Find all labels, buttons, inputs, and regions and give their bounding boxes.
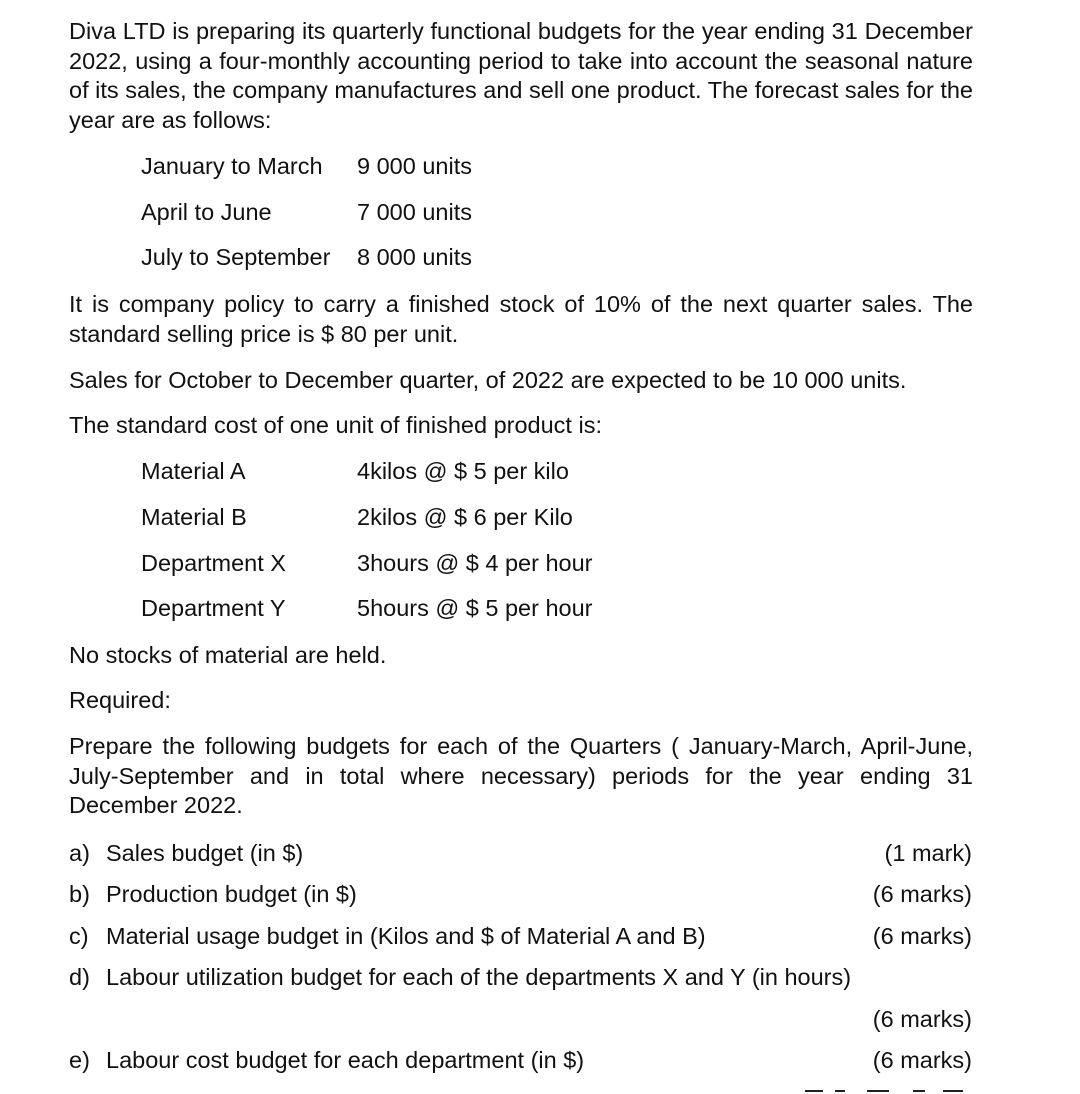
policy-paragraph: It is company policy to carry a finished stock of 10% of the next quarter sales. The standard selling price is $ 80 per unit. <box>69 291 973 347</box>
requirement-letter: b) <box>69 881 90 907</box>
q4-sales-line: Sales for October to December quarter, of 2022 are expected to be 10 000 units. <box>69 367 907 393</box>
forecast-units: 9 000 units <box>357 153 472 179</box>
requirement-letter: e) <box>69 1047 90 1073</box>
cost-rate: 2kilos @ $ 6 per Kilo <box>357 504 573 530</box>
requirement-marks: (6 marks) <box>872 1047 972 1073</box>
requirement-text: Material usage budget in (Kilos and $ of Material A and B) <box>106 923 706 949</box>
cost-item: Department X <box>141 550 286 576</box>
cropped-text-fragment <box>805 1086 975 1094</box>
requirement-marks: (6 marks) <box>872 1006 972 1032</box>
forecast-period: January to March <box>141 153 323 179</box>
requirement-marks: (6 marks) <box>872 881 972 907</box>
forecast-units: 8 000 units <box>357 244 472 270</box>
no-stocks-note: No stocks of material are held. <box>69 642 387 668</box>
forecast-period: July to September <box>141 244 331 270</box>
instruction-paragraph: Prepare the following budgets for each of the Quarters ( January-March, April-June, July-September and in total where necessary) periods for the year ending 31 December 2022. <box>69 733 973 818</box>
requirement-letter: a) <box>69 840 90 866</box>
cost-item: Material B <box>141 504 247 530</box>
requirement-letter: d) <box>69 964 90 990</box>
forecast-units: 7 000 units <box>357 199 472 225</box>
requirement-text: Labour utilization budget for each of the departments X and Y (in hours) <box>106 964 852 990</box>
requirement-text: Production budget (in $) <box>106 881 357 907</box>
cost-rate: 4kilos @ $ 5 per kilo <box>357 458 569 484</box>
requirement-text: Sales budget (in $) <box>106 840 304 866</box>
cost-item: Material A <box>141 458 246 484</box>
requirement-marks: (6 marks) <box>872 923 972 949</box>
intro-paragraph: Diva LTD is preparing its quarterly functional budgets for the year ending 31 December 2022, using a four-monthly accounting period to take into account the seasonal nature of its sales, the company manufactures and sell one product. The forecast sales for the year are as follows: <box>69 18 973 133</box>
forecast-period: April to June <box>141 199 272 225</box>
requirement-letter: c) <box>69 923 89 949</box>
required-label: Required: <box>69 687 171 713</box>
cost-rate: 5hours @ $ 5 per hour <box>357 595 593 621</box>
requirement-text: Labour cost budget for each department (in $) <box>106 1047 585 1073</box>
standard-cost-heading: The standard cost of one unit of finished product is: <box>69 412 602 438</box>
cost-item: Department Y <box>141 595 286 621</box>
requirement-marks: (1 mark) <box>884 840 972 866</box>
cost-rate: 3hours @ $ 4 per hour <box>357 550 593 576</box>
